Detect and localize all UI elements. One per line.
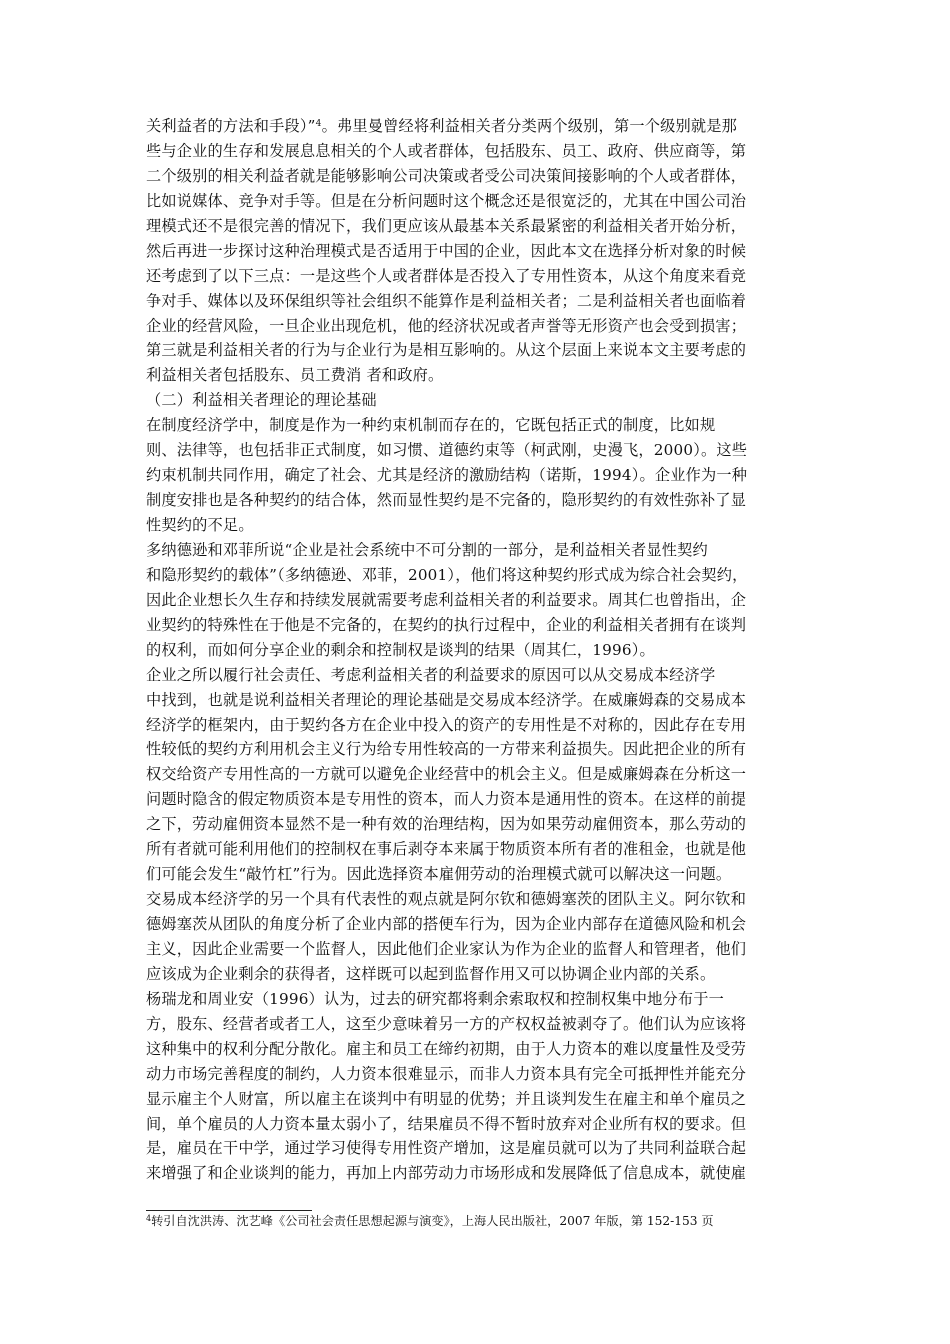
- text-line: 之下，劳动雇佣资本显然不是一种有效的治理结构，因为如果劳动雇佣资本，那么劳动的: [146, 815, 747, 834]
- text-line: 企业的经营风险，一旦企业出现危机，他的经济状况或者声誉等无形资产也会受到损害；: [146, 316, 747, 335]
- text-segment: 。弗里曼曾经将利益相关者分类两个级别，第一个级别就是那: [321, 117, 738, 135]
- text-line: 多纳德逊和邓菲所说“企业是社会系统中不可分割的一部分，是利益相关者显性契约: [146, 540, 708, 559]
- text-line: 是，雇员在干中学，通过学习使得专用性资产增加，这是雇员就可以为了共同利益联合起: [146, 1139, 747, 1158]
- text-line: 交易成本经济学的另一个具有代表性的观点就是阿尔钦和德姆塞茨的团队主义。阿尔钦和: [146, 890, 747, 909]
- text-line: 还考虑到了以下三点：一是这些个人或者群体是否投入了专用性资本，从这个角度来看竞: [146, 266, 747, 285]
- text-line: 这种集中的权利分配分散化。雇主和员工在缔约初期，由于人力资本的难以度量性及受劳: [146, 1039, 747, 1058]
- text-line: 约束机制共同作用，确定了社会、尤其是经济的激励结构（诺斯，1994）。企业作为一种: [146, 466, 748, 485]
- footnote-reference: 4: [315, 119, 322, 129]
- text-line: 德姆塞茨从团队的角度分析了企业内部的搭便车行为，因为企业内部存在道德风险和机会: [146, 915, 747, 933]
- footnote-text: 转引自沈洪涛、沈艺峰《公司社会责任思想起源与演变》，上海人民出版社，2007 年版，第 152-153 页: [151, 1214, 714, 1228]
- text-line: 然后再进一步探讨这种治理模式是否适用于中国的企业，因此本文在选择分析对象的时候: [146, 241, 747, 260]
- text-line: 的权利，而如何分享企业的剩余和控制权是谈判的结果（周其仁，1996）。: [146, 640, 655, 659]
- text-line: 理模式还不是很完善的情况下，我们更应该从最基本关系最紧密的利益相关者开始分析，: [146, 216, 747, 235]
- text-line: 所有者就可能利用他们的控制权在事后剥夺本来属于物质资本所有者的准租金，也就是他: [146, 840, 747, 859]
- text-line: 和隐形契约的载体”（多纳德逊、邓菲，2001），他们将这种契约形式成为综合社会契约，: [146, 565, 748, 584]
- text-line: 显示雇主个人财富，所以雇主在谈判中有明显的优势；并且谈判发生在雇主和单个雇员之: [146, 1089, 747, 1108]
- text-line: 间，单个雇员的人力资本量太弱小了，结果雇员不得不暂时放弃对企业所有权的要求。但: [146, 1114, 747, 1133]
- text-line: 业契约的特殊性在于他是不完备的，在契约的执行过程中，企业的利益相关者拥有在谈判: [146, 615, 747, 634]
- text-line: 比如说媒体、竞争对手等。但是在分析问题时这个概念还是很宽泛的，尤其在中国公司治: [146, 191, 747, 210]
- text-line: 经济学的框架内，由于契约各方在企业中投入的资产的专用性是不对称的，因此存在专用: [146, 715, 747, 734]
- text-line: 主义，因此企业需要一个监督人，因此他们企业家认为作为企业的监督人和管理者，他们: [146, 939, 747, 958]
- text-line: 因此企业想长久生存和持续发展就需要考虑利益相关者的利益要求。周其仁也曾指出，企: [146, 590, 747, 609]
- text-line: 些与企业的生存和发展息息相关的个人或者群体，包括股东、员工、政府、供应商等，第: [146, 141, 747, 160]
- footnote: [146, 1212, 806, 1230]
- text-line: 企业之所以履行社会责任、考虑利益相关者的利益要求的原因可以从交易成本经济学: [146, 665, 716, 684]
- text-line: 争对手、媒体以及环保组织等社会组织不能算作是利益相关者；二是利益相关者也面临着: [146, 291, 747, 310]
- body-text: [146, 114, 806, 1186]
- footnote-divider: [146, 1210, 312, 1211]
- text-line: 利益相关者包括股东、员工费消 者和政府。: [146, 366, 444, 385]
- footnote-marker: 4: [146, 1214, 152, 1223]
- text-line: 第三就是利益相关者的行为与企业行为是相互影响的。从这个层面上来说本文主要考虑的: [146, 341, 747, 360]
- text-line: [146, 114, 806, 139]
- text-line: 问题时隐含的假定物质资本是专用性的资本，而人力资本是通用性的资本。在这样的前提: [146, 790, 747, 809]
- text-line: 在制度经济学中，制度是作为一种约束机制而存在的，它既包括正式的制度，比如规: [146, 416, 716, 435]
- text-line: 性契约的不足。: [146, 516, 254, 534]
- text-line: 中找到，也就是说利益相关者理论的理论基础是交易成本经济学。在威廉姆森的交易成本: [146, 690, 747, 709]
- text-line: 杨瑞龙和周业安（1996）认为，过去的研究都将剩余索取权和控制权集中地分布于一: [146, 989, 725, 1008]
- text-line: 二个级别的相关利益者就是能够影响公司决策或者受公司决策间接影响的个人或者群体，: [146, 166, 747, 185]
- text-segment: 关利益者的方法和手段）”: [146, 117, 316, 135]
- text-line: 性较低的契约方利用机会主义行为给专用性较高的一方带来利益损失。因此把企业的所有: [146, 740, 747, 759]
- text-line: 应该成为企业剩余的获得者，这样既可以起到监督作用又可以协调企业内部的关系。: [146, 964, 716, 983]
- text-line: （二）利益相关者理论的理论基础: [146, 391, 377, 410]
- text-line: 动力市场完善程度的制约，人力资本很难显示，而非人力资本具有完全可抵押性并能充分: [146, 1064, 747, 1083]
- text-line: 权交给资产专用性高的一方就可以避免企业经营中的机会主义。但是威廉姆森在分析这一: [146, 765, 747, 784]
- text-line: 则、法律等，也包括非正式制度，如习惯、道德约束等（柯武刚，史漫飞，2000）。这些: [146, 441, 748, 460]
- text-line: 制度安排也是各种契约的结合体，然而显性契约是不完备的，隐形契约的有效性弥补了显: [146, 491, 747, 510]
- text-line: 们可能会发生“敲竹杠”行为。因此选择资本雇佣劳动的治理模式就可以解决这一问题。: [146, 865, 732, 884]
- text-line: 来增强了和企业谈判的能力，再加上内部劳动力市场形成和发展降低了信息成本，就使雇: [146, 1164, 747, 1183]
- text-line: 方，股东、经营者或者工人，这至少意味着另一方的产权权益被剥夺了。他们认为应该将: [146, 1014, 747, 1033]
